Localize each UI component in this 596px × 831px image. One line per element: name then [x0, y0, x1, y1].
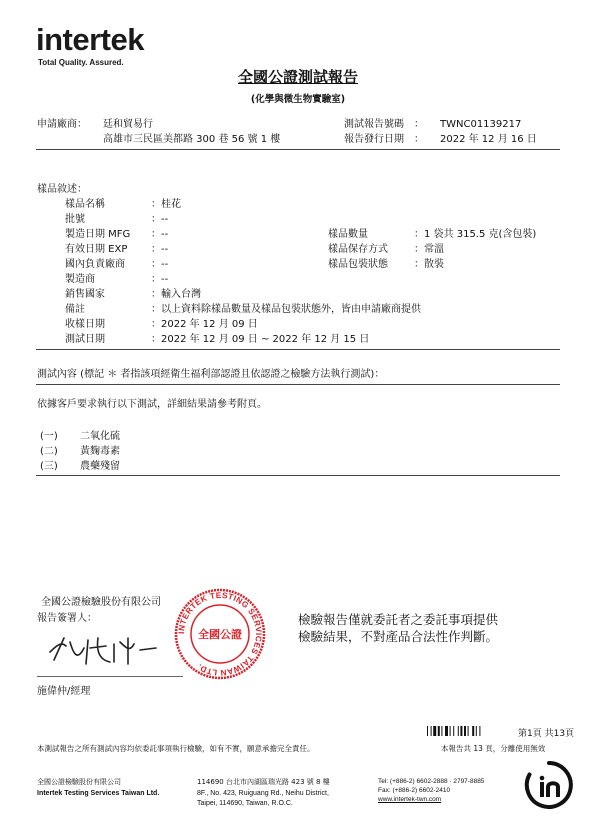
page-title — [0, 66, 596, 87]
signer-label: 報告簽署人： — [37, 613, 97, 624]
sample-sep: ： — [151, 304, 161, 315]
sample-label: 國內負責廠商 — [65, 259, 125, 270]
test-name: 二氧化硫 — [80, 431, 120, 442]
intertek-in-logo-icon — [524, 760, 574, 810]
sample-label: 樣品包裝狀態 — [328, 259, 388, 270]
sample-label: 樣品名稱 — [65, 199, 105, 210]
footer-address-en: 8F., No. 423, Ruiguang Rd., Neihu District, — [197, 790, 329, 797]
report-date-label: 報告發行日期 — [344, 134, 404, 145]
signing-company: 全國公證檢驗股份有限公司 — [41, 597, 161, 608]
sample-divider — [36, 349, 560, 350]
page-subtitle: (化學與微生物實驗室) — [250, 94, 346, 105]
sample-label: 收樣日期 — [65, 319, 105, 330]
test-content-divider — [36, 384, 560, 385]
sample-value: 1 袋共 315.5 克(含包裝) — [424, 229, 537, 240]
company-seal-stamp — [173, 587, 267, 681]
footer-tel: Tel: (+886-2) 6602-2888 · 2797-8885 — [378, 778, 485, 785]
intertek-logo: intertek — [36, 22, 144, 57]
footer-address-zh: 114690 台北市內湖區瑞光路 423 號 8 樓 — [197, 778, 330, 786]
sample-value: 輸入台灣 — [161, 289, 201, 300]
test-name: 農藥殘留 — [80, 461, 120, 472]
instruction-text: 依據客戶要求執行以下測試，詳細結果請參考附頁。 — [37, 399, 267, 410]
sample-value: 2022 年 12 月 09 日 ~ 2022 年 12 月 15 日 — [161, 334, 370, 345]
header-divider — [36, 149, 560, 150]
sample-value: -- — [161, 214, 169, 225]
sample-label: 有效日期 EXP — [65, 244, 128, 255]
footer-fax: Fax: (+886-2) 6602-2410 — [378, 787, 451, 794]
footer-company-zh: 全國公證檢驗股份有限公司 — [37, 778, 121, 786]
sample-label: 樣品保存方式 — [328, 244, 388, 255]
report-no-colon: ： — [414, 119, 424, 130]
sample-sep: ： — [151, 334, 161, 345]
sample-label: 測試日期 — [65, 334, 105, 345]
stamp-ring-text: INTERTEK TESTING SERVICES TAIWAN LTD. — [176, 590, 264, 678]
sample-label: 製造商 — [65, 274, 95, 285]
sample-value: 散裝 — [424, 259, 444, 270]
applicant-label: 申請廠商： — [37, 119, 87, 130]
title-text: 全國公證測試報告 — [237, 68, 358, 86]
report-date-value: 2022 年 12 月 16 日 — [440, 134, 537, 145]
barcode — [427, 726, 505, 736]
page-number: 第1頁 共13頁 — [518, 729, 575, 739]
disclaimer-line: 檢驗結果，不對產品合法性作判斷。 — [298, 629, 499, 644]
handwritten-signature — [44, 630, 164, 670]
report-date-colon: ： — [414, 134, 424, 145]
sample-value: 常溫 — [424, 244, 444, 255]
sample-sep: ： — [151, 199, 161, 210]
sample-sep: ： — [414, 229, 424, 240]
test-number: (一) — [40, 431, 58, 442]
sample-value: 桂花 — [161, 199, 181, 210]
footnote-right: 本報告共 13 頁，分離使用無效 — [441, 744, 546, 753]
disclaimer-line: 檢驗報告僅就委託者之委託事項提供 — [298, 612, 499, 627]
footer-website-link[interactable]: www.intertek-twn.com — [378, 796, 442, 803]
sample-value: -- — [161, 274, 169, 285]
sample-label: 批號 — [65, 214, 85, 225]
stamp-center-text: 全國公證 — [198, 628, 242, 641]
report-no-value: TWNC01139217 — [440, 119, 522, 130]
sample-value: -- — [161, 229, 169, 240]
sample-sep: ： — [151, 289, 161, 300]
sample-sep: ： — [151, 214, 161, 225]
sample-sep: ： — [151, 244, 161, 255]
sample-sep: ： — [151, 319, 161, 330]
test-name: 黃麴毒素 — [80, 446, 120, 457]
applicant-address: 高雄市三民區美都路 300 巷 56 號 1 樓 — [103, 134, 281, 145]
report-no-label: 測試報告號碼 — [344, 119, 404, 130]
signer-name-title: 施偉仲/經理 — [37, 686, 91, 697]
sample-value: -- — [161, 259, 169, 270]
disclaimer — [298, 611, 498, 645]
sample-label: 銷售國家 — [65, 289, 105, 300]
test-number: (三) — [40, 461, 58, 472]
sample-sep: ： — [414, 259, 424, 270]
sample-value: 以上資料除樣品數量及樣品包裝狀態外，皆由申請廠商提供 — [161, 304, 421, 315]
sample-value: 2022 年 12 月 09 日 — [161, 319, 258, 330]
tests-divider — [36, 475, 560, 476]
brand-tagline: Total Quality. Assured. — [38, 58, 124, 67]
sample-label: 備註 — [65, 304, 85, 315]
sample-sep: ： — [151, 259, 161, 270]
signature-line — [37, 676, 183, 677]
sample-sep: ： — [414, 244, 424, 255]
sample-heading: 樣品敘述： — [37, 184, 87, 195]
footer-address-en: Taipei, 114690, Taiwan, R.O.C. — [197, 800, 293, 807]
sample-sep: ： — [151, 229, 161, 240]
sample-value: -- — [161, 244, 169, 255]
test-content-note: 測試內容 (標記 ＊ 者指該項經衛生福利部認證且依認證之檢驗方法執行測試)： — [37, 369, 385, 380]
footer-company-en: Intertek Testing Services Taiwan Ltd. — [37, 790, 160, 797]
test-number: (二) — [40, 446, 58, 457]
sample-label: 樣品數量 — [328, 229, 368, 240]
sample-sep: ： — [151, 274, 161, 285]
footnote-left: 本測試報告之所有測試內容均依委託事項執行檢驗，如有不實，願意承擔完全責任。 — [37, 744, 315, 753]
sample-label: 製造日期 MFG — [65, 229, 131, 240]
applicant-name: 廷和貿易行 — [103, 119, 153, 130]
